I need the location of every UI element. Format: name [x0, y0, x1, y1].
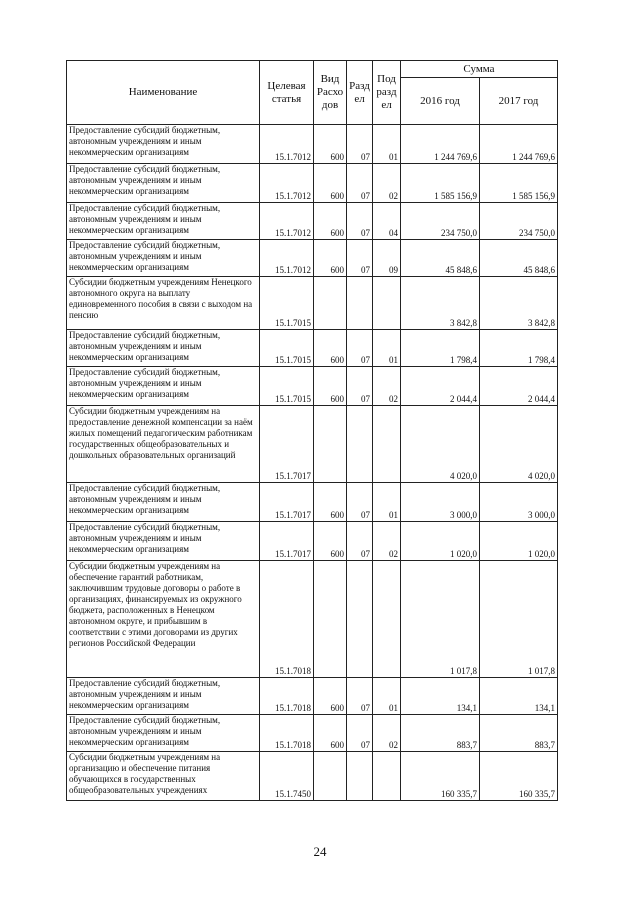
row-subsection: 02 [373, 715, 401, 752]
table-row [67, 367, 558, 406]
row-section: 07 [347, 483, 373, 522]
row-sum-2017: 134,1 [480, 678, 558, 715]
row-name: Предоставление субсидий бюджетным, автономным учреждениям и иным некоммерческим организациям [67, 240, 260, 277]
row-expense-type: 600 [314, 483, 347, 522]
row-sum-2016: 3 842,8 [401, 277, 480, 330]
header-expense-type: Вид Расхо дов [314, 61, 347, 125]
row-subsection [373, 752, 401, 801]
row-name: Предоставление субсидий бюджетным, автономным учреждениям и иным некоммерческим организациям [67, 164, 260, 203]
row-subsection: 02 [373, 164, 401, 203]
row-subsection: 01 [373, 330, 401, 367]
row-target-article: 15.1.7018 [260, 561, 314, 678]
row-sum-2017: 1 020,0 [480, 522, 558, 561]
row-subsection: 04 [373, 203, 401, 240]
row-name: Субсидии бюджетным учреждениям на организацию и обеспечение питания обучающихся в государственных общеобразовательных учреждениях [67, 752, 260, 801]
row-name: Предоставление субсидий бюджетным, автономным учреждениям и иным некоммерческим организациям [67, 330, 260, 367]
header-year-2016: 2016 год [401, 78, 480, 125]
row-name: Субсидии бюджетным учреждениям Ненецкого автономного округа на выплату единовременного пособия в связи с выходом на пенсию [67, 277, 260, 330]
header-target-article: Целевая статья [260, 61, 314, 125]
row-subsection: 01 [373, 125, 401, 164]
page-number: 24 [313, 844, 327, 859]
row-subsection: 01 [373, 483, 401, 522]
row-sum-2017: 4 020,0 [480, 406, 558, 483]
row-expense-type [314, 277, 347, 330]
header-year-2017: 2017 год [480, 78, 558, 125]
row-sum-2016: 883,7 [401, 715, 480, 752]
table-row [67, 406, 558, 483]
row-sum-2017: 883,7 [480, 715, 558, 752]
row-sum-2017: 160 335,7 [480, 752, 558, 801]
row-section: 07 [347, 125, 373, 164]
row-sum-2017: 3 842,8 [480, 277, 558, 330]
row-sum-2016: 1 017,8 [401, 561, 480, 678]
row-section [347, 561, 373, 678]
row-target-article: 15.1.7450 [260, 752, 314, 801]
row-section [347, 752, 373, 801]
row-sum-2016: 45 848,6 [401, 240, 480, 277]
row-name: Субсидии бюджетным учреждениям на предоставление денежной компенсации за наём жилых помещений педагогическим работникам государственных общеобразовательных и дошкольных образовательных организаций [67, 406, 260, 483]
budget-table [66, 60, 558, 801]
row-name: Предоставление субсидий бюджетным, автономным учреждениям и иным некоммерческим организациям [67, 715, 260, 752]
row-expense-type [314, 752, 347, 801]
row-name: Предоставление субсидий бюджетным, автономным учреждениям и иным некоммерческим организациям [67, 483, 260, 522]
row-sum-2017: 1 017,8 [480, 561, 558, 678]
table-body [67, 125, 558, 801]
row-expense-type [314, 406, 347, 483]
row-expense-type: 600 [314, 203, 347, 240]
row-expense-type: 600 [314, 715, 347, 752]
row-target-article: 15.1.7012 [260, 240, 314, 277]
header-sum: Сумма [401, 61, 558, 78]
row-expense-type: 600 [314, 367, 347, 406]
table-row [67, 203, 558, 240]
row-subsection: 02 [373, 367, 401, 406]
row-sum-2017: 45 848,6 [480, 240, 558, 277]
row-expense-type [314, 561, 347, 678]
row-sum-2017: 2 044,4 [480, 367, 558, 406]
row-sum-2017: 3 000,0 [480, 483, 558, 522]
row-section: 07 [347, 678, 373, 715]
row-section [347, 406, 373, 483]
row-expense-type: 600 [314, 125, 347, 164]
row-expense-type: 600 [314, 164, 347, 203]
table-row [67, 125, 558, 164]
row-section: 07 [347, 164, 373, 203]
table-row [67, 561, 558, 678]
row-sum-2016: 1 798,4 [401, 330, 480, 367]
row-target-article: 15.1.7012 [260, 125, 314, 164]
row-name: Предоставление субсидий бюджетным, автономным учреждениям и иным некоммерческим организациям [67, 367, 260, 406]
row-sum-2016: 4 020,0 [401, 406, 480, 483]
row-target-article: 15.1.7012 [260, 164, 314, 203]
row-expense-type: 600 [314, 522, 347, 561]
row-section: 07 [347, 330, 373, 367]
row-sum-2017: 1 585 156,9 [480, 164, 558, 203]
row-target-article: 15.1.7015 [260, 367, 314, 406]
row-section [347, 277, 373, 330]
header-name: Наименование [67, 61, 260, 125]
row-target-article: 15.1.7018 [260, 678, 314, 715]
row-subsection [373, 561, 401, 678]
row-target-article: 15.1.7015 [260, 330, 314, 367]
row-sum-2016: 3 000,0 [401, 483, 480, 522]
row-target-article: 15.1.7017 [260, 483, 314, 522]
row-subsection: 09 [373, 240, 401, 277]
row-section: 07 [347, 715, 373, 752]
row-target-article: 15.1.7015 [260, 277, 314, 330]
table-row [67, 522, 558, 561]
row-target-article: 15.1.7018 [260, 715, 314, 752]
row-name: Субсидии бюджетным учреждениям на обеспечение гарантий работникам, заключившим трудовые договоры о работе в организациях, финансируемых из окружного бюджета, расположенных в Ненецком автономном округе, и прибывшим в соответствии с этими договорами из других регионов Российской Федерации [67, 561, 260, 678]
row-expense-type: 600 [314, 330, 347, 367]
table-row [67, 483, 558, 522]
row-target-article: 15.1.7017 [260, 406, 314, 483]
row-sum-2016: 1 244 769,6 [401, 125, 480, 164]
row-sum-2017: 1 798,4 [480, 330, 558, 367]
row-expense-type: 600 [314, 240, 347, 277]
row-sum-2016: 160 335,7 [401, 752, 480, 801]
row-subsection: 02 [373, 522, 401, 561]
table-row [67, 678, 558, 715]
row-target-article: 15.1.7017 [260, 522, 314, 561]
row-name: Предоставление субсидий бюджетным, автономным учреждениям и иным некоммерческим организациям [67, 203, 260, 240]
row-section: 07 [347, 367, 373, 406]
row-name: Предоставление субсидий бюджетным, автономным учреждениям и иным некоммерческим организациям [67, 125, 260, 164]
header-section: Разд ел [347, 61, 373, 125]
row-sum-2017: 1 244 769,6 [480, 125, 558, 164]
row-sum-2017: 234 750,0 [480, 203, 558, 240]
table-row [67, 752, 558, 801]
row-sum-2016: 1 585 156,9 [401, 164, 480, 203]
row-section: 07 [347, 522, 373, 561]
table-row [67, 240, 558, 277]
row-subsection [373, 406, 401, 483]
row-section: 07 [347, 203, 373, 240]
table-row [67, 715, 558, 752]
row-sum-2016: 234 750,0 [401, 203, 480, 240]
row-name: Предоставление субсидий бюджетным, автономным учреждениям и иным некоммерческим организациям [67, 678, 260, 715]
row-section: 07 [347, 240, 373, 277]
row-expense-type: 600 [314, 678, 347, 715]
table-row [67, 164, 558, 203]
header-subsection: Под разд ел [373, 61, 401, 125]
row-target-article: 15.1.7012 [260, 203, 314, 240]
row-sum-2016: 134,1 [401, 678, 480, 715]
row-sum-2016: 1 020,0 [401, 522, 480, 561]
table-row [67, 330, 558, 367]
row-subsection [373, 277, 401, 330]
row-sum-2016: 2 044,4 [401, 367, 480, 406]
row-subsection: 01 [373, 678, 401, 715]
table-row [67, 277, 558, 330]
row-name: Предоставление субсидий бюджетным, автономным учреждениям и иным некоммерческим организациям [67, 522, 260, 561]
